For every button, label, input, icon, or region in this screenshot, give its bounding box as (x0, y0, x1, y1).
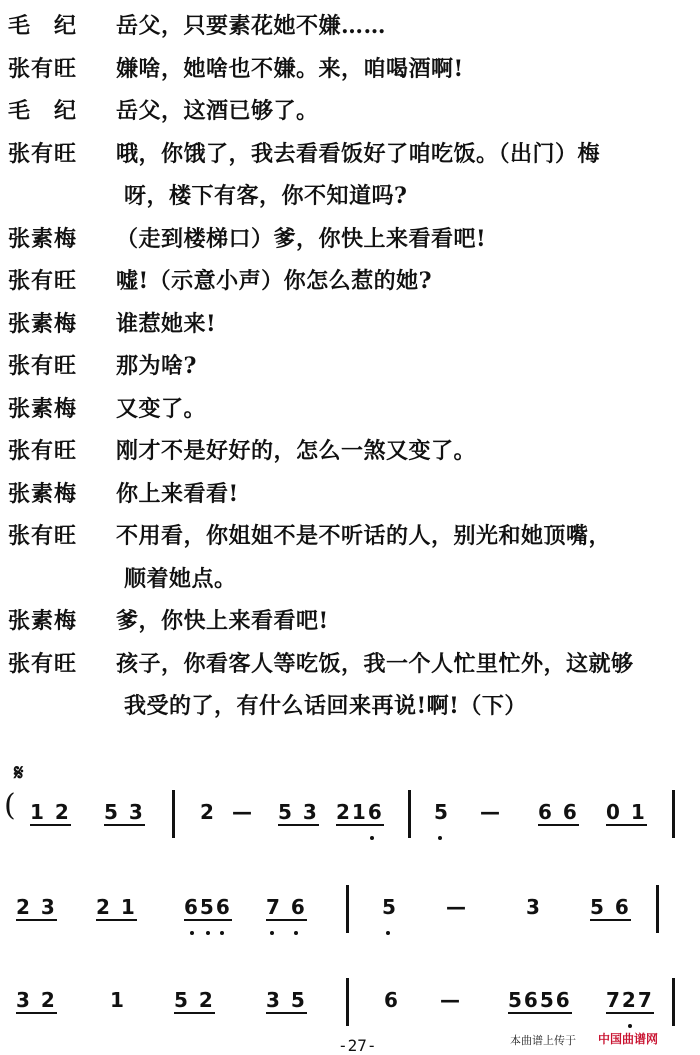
speech-text: 我受的了，有什么话回来再说!啊!（下） (124, 693, 527, 719)
upload-credit: 本曲谱上传于 (510, 1034, 576, 1047)
note-group: 3 5 (266, 988, 307, 1012)
low-octave-dot (628, 1024, 632, 1028)
segno-sign: 𝄋 (14, 760, 24, 786)
speech-text: 岳父，这酒已够了。 (116, 98, 319, 124)
dialogue-line (8, 91, 698, 131)
speaker-name: 张素梅 (8, 480, 78, 507)
low-octave-dot (438, 836, 442, 840)
dash-sustain: — (440, 988, 462, 1012)
note-group: 727 (606, 988, 654, 1012)
bar-line (408, 790, 411, 838)
note-group: 656 (184, 895, 232, 919)
note-group: 216 (336, 800, 384, 824)
dialogue-line (8, 601, 698, 641)
note-group: 5656 (508, 988, 572, 1012)
dash-sustain: — (480, 800, 502, 824)
dialogue-line (8, 176, 698, 216)
note: 5 (382, 895, 398, 919)
dialogue-line (8, 686, 698, 726)
speaker-name: 毛 纪 (8, 13, 78, 39)
note-group: 5 3 (278, 800, 319, 824)
speaker-name: 张素梅 (8, 395, 78, 422)
speech-text: 嘘!（示意小声）你怎么惹的她? (116, 268, 433, 294)
dash-sustain: — (446, 895, 468, 919)
speech-text: 顺着她点。 (124, 565, 237, 592)
note-group: 6 6 (538, 800, 579, 824)
speech-text: 爹，你快上来看看吧! (116, 608, 329, 634)
note: 6 (384, 988, 400, 1012)
note-group: 1 2 (30, 800, 71, 824)
speech-text: 刚才不是好好的，怎么一煞又变了。 (116, 438, 477, 464)
speaker-name: 张素梅 (8, 310, 78, 337)
speech-text: 岳父，只要素花她不嫌…… (116, 13, 387, 39)
low-octave-dot (270, 931, 274, 935)
speaker-name: 张有旺 (8, 438, 78, 464)
low-octave-dot (294, 931, 298, 935)
speaker-name: 张有旺 (8, 650, 78, 677)
speaker-name: 张有旺 (8, 55, 78, 82)
note: 5 (434, 800, 450, 824)
note-group: 2 3 (16, 895, 57, 919)
bar-line (172, 790, 175, 838)
dialogue-line (8, 6, 698, 46)
speaker-name: 毛 纪 (8, 98, 78, 124)
score-row-1 (0, 800, 700, 860)
speaker-name: 张有旺 (8, 268, 78, 294)
dialogue-line (8, 474, 698, 514)
low-octave-dot (220, 931, 224, 935)
dialogue-line (8, 389, 698, 429)
bar-line (672, 978, 675, 1026)
dialogue-line (8, 261, 698, 301)
speech-text: 又变了。 (116, 395, 207, 422)
speech-text: 孩子，你看客人等吃饭，我一个人忙里忙外，这就够 (116, 650, 634, 677)
jianpu-score (0, 760, 700, 1055)
note-group: 7 6 (266, 895, 307, 919)
low-octave-dot (370, 836, 374, 840)
low-octave-dot (386, 931, 390, 935)
speech-text: 哦，你饿了，我去看看饭好了咱吃饭。（出门）梅 (116, 140, 601, 167)
speech-text: 你上来看看! (116, 480, 239, 507)
dialogue-line (8, 49, 698, 89)
bar-line (346, 885, 349, 933)
dialogue-line (8, 219, 698, 259)
speech-text: 呀，楼下有客，你不知道吗? (124, 183, 408, 209)
speech-text: 不用看，你姐姐不是不听话的人，别光和她顶嘴， (116, 523, 612, 549)
speech-text: （走到楼梯口）爹，你快上来看看吧! (116, 225, 487, 252)
bar-line (656, 885, 659, 933)
note: 3 (526, 895, 542, 919)
speaker-name: 张有旺 (8, 140, 78, 167)
dialogue-line (8, 644, 698, 684)
note-group: 5 2 (174, 988, 215, 1012)
score-row-2 (0, 895, 700, 955)
low-octave-dot (190, 931, 194, 935)
page-number: -27- (338, 1036, 377, 1055)
speaker-name: 张素梅 (8, 608, 78, 634)
bar-line (672, 790, 675, 838)
dialogue-line (8, 431, 698, 471)
dialogue-line (8, 304, 698, 344)
opening-parenthesis: ( (4, 788, 16, 823)
dialogue-line (8, 516, 698, 556)
speech-text: 谁惹她来! (116, 310, 217, 337)
speaker-name: 张有旺 (8, 353, 78, 379)
dialogue-line (8, 559, 698, 599)
note: 2 (200, 800, 216, 824)
speaker-name: 张有旺 (8, 523, 78, 549)
note-group: 5 6 (590, 895, 631, 919)
dialogue-line (8, 134, 698, 174)
speech-text: 那为啥? (116, 353, 197, 379)
speech-text: 嫌啥，她啥也不嫌。来，咱喝酒啊! (116, 55, 464, 82)
note-group: 2 1 (96, 895, 137, 919)
bar-line (346, 978, 349, 1026)
note-group: 0 1 (606, 800, 647, 824)
dash-sustain: — (232, 800, 254, 824)
low-octave-dot (206, 931, 210, 935)
dialogue-line (8, 346, 698, 386)
note-group: 3 2 (16, 988, 57, 1012)
note: 1 (110, 988, 126, 1012)
site-logo: 中国曲谱网 (598, 1032, 659, 1046)
note-group: 5 3 (104, 800, 145, 824)
speaker-name: 张素梅 (8, 225, 78, 252)
